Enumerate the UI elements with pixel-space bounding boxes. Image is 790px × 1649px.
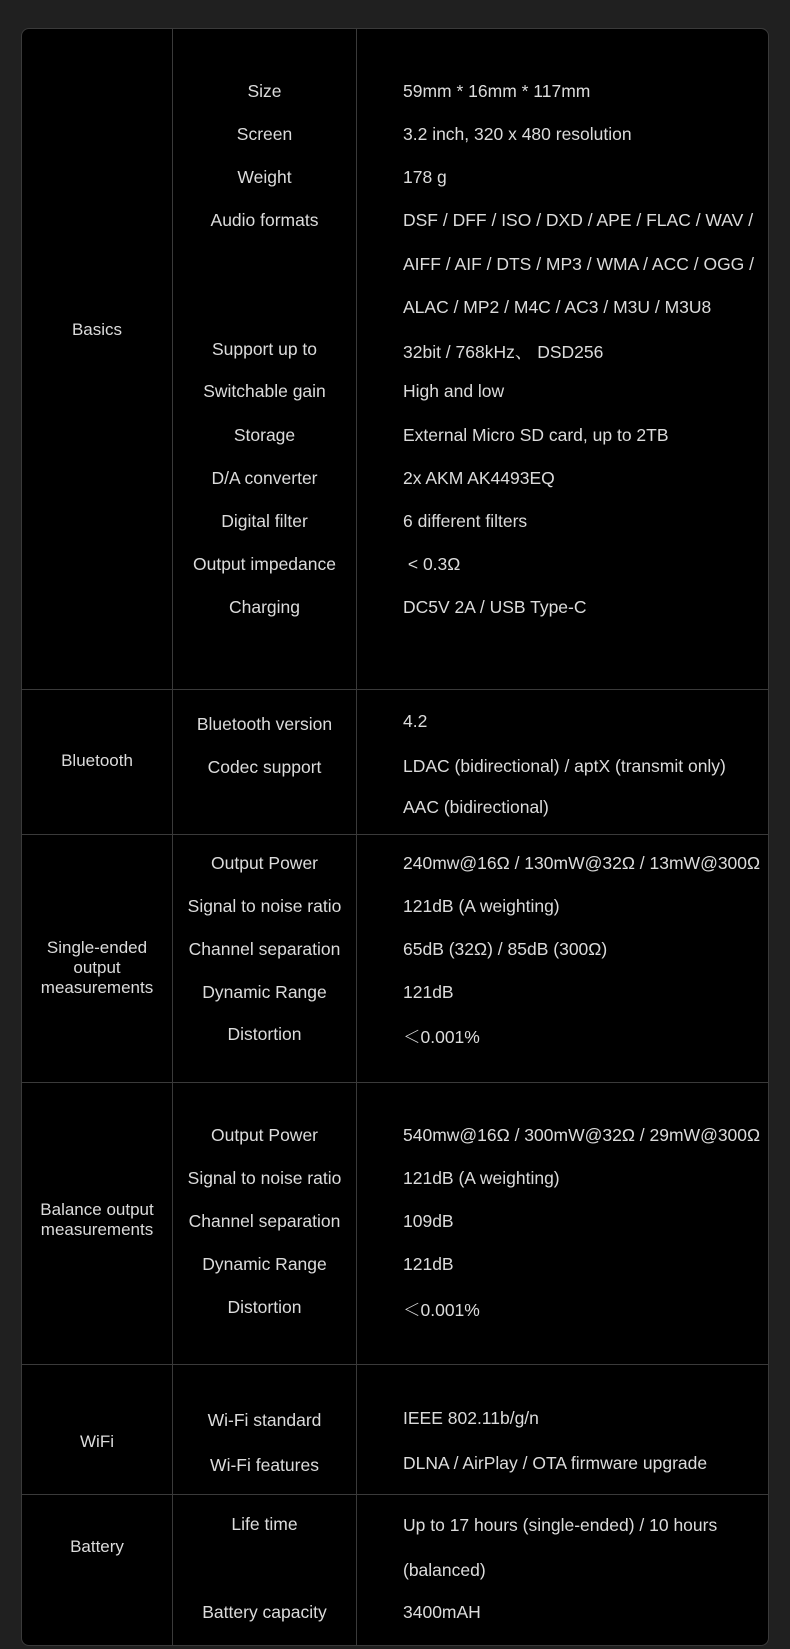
spec-value: 109dB [403,1211,454,1231]
spec-value: 121dB (A weighting) [403,896,560,916]
spec-value: < 0.3Ω [403,554,461,574]
spec-value: DC5V 2A / USB Type-C [403,597,587,617]
category-line: output [73,958,121,977]
column-divider [356,1365,357,1494]
spec-value: ＜0.001% [403,1027,480,1047]
spec-value: 65dB (32Ω) / 85dB (300Ω) [403,939,608,959]
spec-label: Bluetooth version [196,714,333,734]
spec-label: Audio formats [210,210,319,230]
spec-value: AAC (bidirectional) [403,797,549,817]
spec-label: Wi-Fi features [210,1455,319,1475]
category-label: Bluetooth [61,751,133,770]
column-divider [356,1083,357,1364]
category-line: Single-ended [46,938,148,957]
spec-label: Weight [237,167,292,187]
spec-label: Digital filter [221,511,308,531]
spec-label: Life time [231,1514,298,1534]
spec-label: Output impedance [192,554,336,574]
spec-value: 3.2 inch, 320 x 480 resolution [403,124,632,144]
column-divider [356,690,357,834]
spec-value: ＜0.001% [403,1300,480,1320]
spec-label: Switchable gain [203,381,326,401]
spec-label: Size [247,81,282,101]
spec-label: Battery capacity [202,1602,327,1622]
category-line: measurements [40,1220,154,1239]
spec-value: (balanced) [403,1560,486,1580]
spec-label: Wi-Fi standard [207,1410,322,1430]
spec-label: Signal to noise ratio [187,1168,342,1188]
spec-value: External Micro SD card, up to 2TB [403,425,669,445]
section-balance [22,1082,768,1364]
spec-label: Storage [233,425,296,445]
spec-label: Screen [236,124,293,144]
spec-value: 6 different filters [403,511,528,531]
spec-value: LDAC (bidirectional) / aptX (transmit only) [403,756,726,776]
spec-label: Distortion [227,1024,302,1044]
category-label: Battery [70,1537,124,1556]
spec-value: Up to 17 hours (single-ended) / 10 hours [403,1515,718,1535]
spec-value: 32bit / 768kHz、 DSD256 [403,342,604,362]
spec-label: Output Power [211,1125,318,1145]
spec-label: Charging [228,597,301,617]
spec-value: 2x AKM AK4493EQ [403,468,555,488]
section-wifi [22,1364,768,1494]
section-bluetooth [22,689,768,834]
spec-value: 4.2 [403,711,428,731]
spec-label: Distortion [227,1297,302,1317]
spec-value: ALAC / MP2 / M4C / AC3 / M3U / M3U8 [403,297,712,317]
category-line: Balance output [40,1200,154,1219]
spec-value: IEEE 802.11b/g/n [403,1408,539,1428]
column-divider [356,835,357,1082]
spec-value: AIFF / AIF / DTS / MP3 / WMA / ACC / OGG / [403,254,755,274]
section-battery [22,1494,768,1645]
spec-value: 178 g [403,167,447,187]
spec-value: 121dB [403,1254,454,1274]
spec-value: 3400mAH [403,1602,481,1622]
spec-value: 121dB [403,982,454,1002]
spec-table [21,28,769,1646]
category-label: WiFi [80,1432,114,1451]
category-line: measurements [40,978,154,997]
spec-value: 121dB (A weighting) [403,1168,560,1188]
spec-value: 240mw@16Ω / 130mW@32Ω / 13mW@300Ω [403,853,761,873]
section-single-ended [22,834,768,1082]
spec-label: Dynamic Range [202,1254,327,1274]
spec-label: Signal to noise ratio [187,896,342,916]
column-divider [356,29,357,689]
spec-label: Support up to [211,339,318,359]
spec-label: D/A converter [211,468,318,488]
column-divider [356,1495,357,1645]
category-label: Basics [71,320,123,339]
section-basics [22,29,768,689]
spec-label: Channel separation [188,939,341,959]
spec-value: 540mw@16Ω / 300mW@32Ω / 29mW@300Ω [403,1125,761,1145]
spec-label: Output Power [211,853,318,873]
spec-label: Dynamic Range [202,982,327,1002]
spec-value: High and low [403,381,505,401]
spec-label: Channel separation [188,1211,341,1231]
spec-value: DLNA / AirPlay / OTA firmware upgrade [403,1453,708,1473]
spec-value: 59mm * 16mm * 117mm [403,81,591,101]
spec-label: Codec support [207,757,322,777]
spec-value: DSF / DFF / ISO / DXD / APE / FLAC / WAV / [403,210,754,230]
